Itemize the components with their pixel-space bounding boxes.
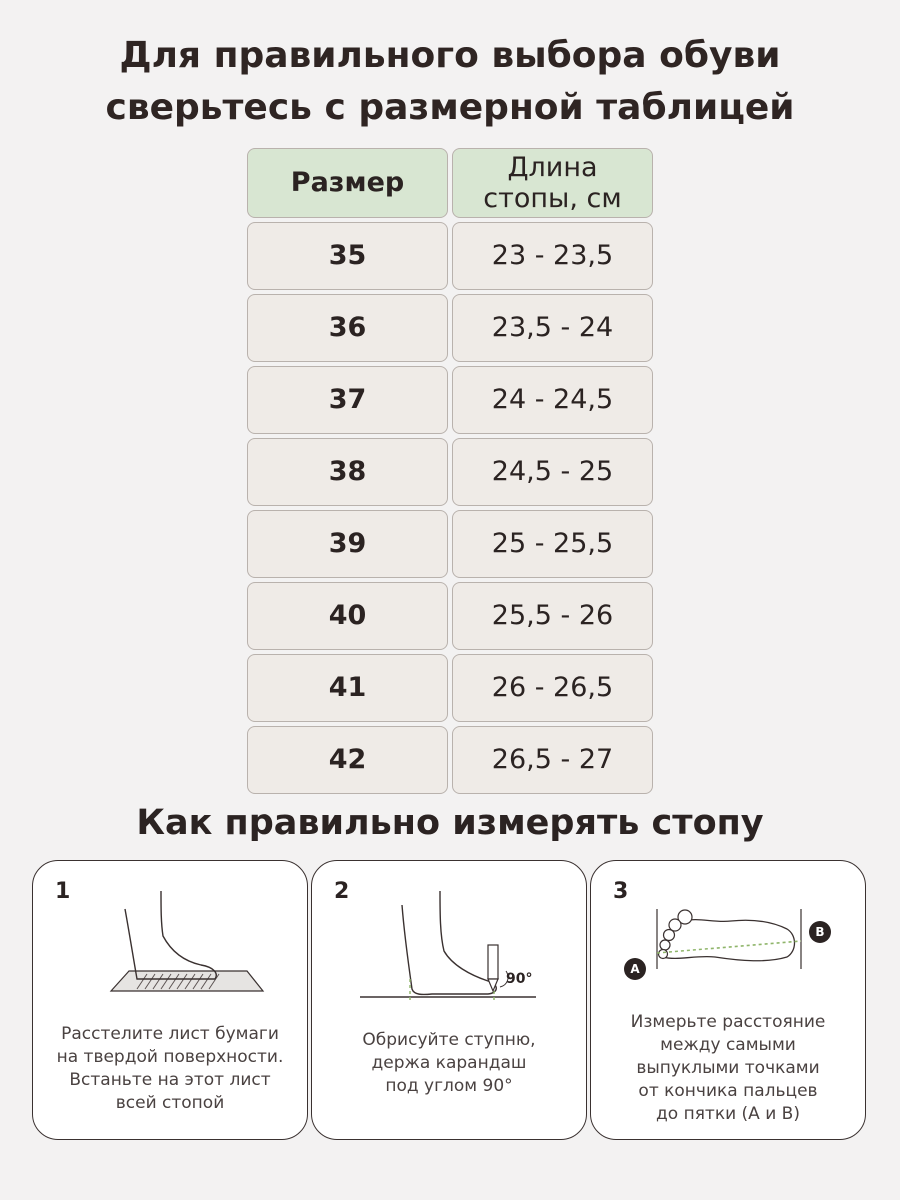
size-cell: 36 <box>247 294 448 362</box>
length-cell: 25 - 25,5 <box>452 510 653 578</box>
step-description <box>41 1023 299 1115</box>
size-cell: 35 <box>247 222 448 290</box>
step-line: Встаньте на этот лист <box>69 1070 271 1090</box>
foot-tracing-illustration <box>312 861 588 1021</box>
table-row <box>247 510 653 578</box>
column-header-size: Размер <box>247 148 448 218</box>
step-number: 3 <box>613 879 629 904</box>
step-line: на твердой поверхности. <box>56 1047 284 1067</box>
size-cell: 42 <box>247 726 448 794</box>
size-cell: 41 <box>247 654 448 722</box>
table-row <box>247 654 653 722</box>
length-cell: 24 - 24,5 <box>452 366 653 434</box>
step-description <box>599 1011 857 1126</box>
step-card-3 <box>590 860 866 1140</box>
page-title <box>0 30 900 134</box>
length-cell: 25,5 - 26 <box>452 582 653 650</box>
table-row <box>247 582 653 650</box>
column-header-length-line-1: Длина <box>507 152 598 183</box>
size-cell: 39 <box>247 510 448 578</box>
table-row <box>247 294 653 362</box>
point-b-marker <box>809 921 831 943</box>
page-title-line-1: Для правильного выбора обуви <box>119 35 781 76</box>
step-card-1 <box>32 860 308 1140</box>
step-description <box>320 1029 578 1098</box>
table-row <box>247 726 653 794</box>
length-cell: 23,5 - 24 <box>452 294 653 362</box>
step-line: Измерьте расстояние <box>630 1012 826 1032</box>
step-card-2 <box>311 860 587 1140</box>
table-row <box>247 438 653 506</box>
point-a-label: A <box>630 962 640 976</box>
step-line: Обрисуйте ступню, <box>362 1030 536 1050</box>
length-cell: 26,5 - 27 <box>452 726 653 794</box>
column-header-length <box>452 148 653 218</box>
angle-label: 90° <box>506 971 533 987</box>
size-cell: 37 <box>247 366 448 434</box>
step-line: от кончика пальцев <box>638 1081 818 1101</box>
table-row <box>247 366 653 434</box>
size-cell: 40 <box>247 582 448 650</box>
size-cell: 38 <box>247 438 448 506</box>
step-line: Расстелите лист бумаги <box>61 1024 279 1044</box>
length-cell: 24,5 - 25 <box>452 438 653 506</box>
step-line: между самыми <box>660 1035 796 1055</box>
step-line: всей стопой <box>115 1093 225 1113</box>
point-b-label: B <box>815 925 825 939</box>
step-number: 2 <box>334 879 350 904</box>
step-number: 1 <box>55 879 71 904</box>
length-cell: 26 - 26,5 <box>452 654 653 722</box>
step-line: до пятки (А и В) <box>656 1104 800 1124</box>
step-line: держа карандаш <box>371 1053 527 1073</box>
page-title-line-2: сверьтесь с размерной таблицей <box>105 87 795 128</box>
point-a-marker <box>624 958 646 980</box>
table-row <box>247 222 653 290</box>
foot-on-paper-illustration <box>33 861 309 1021</box>
size-table <box>247 148 653 798</box>
step-line: под углом 90° <box>385 1076 513 1096</box>
length-cell: 23 - 23,5 <box>452 222 653 290</box>
table-header-row <box>247 148 653 218</box>
section-title: Как правильно измерять стопу <box>136 803 764 843</box>
column-header-length-line-2: стопы, см <box>483 183 622 214</box>
step-line: выпуклыми точками <box>636 1058 820 1078</box>
